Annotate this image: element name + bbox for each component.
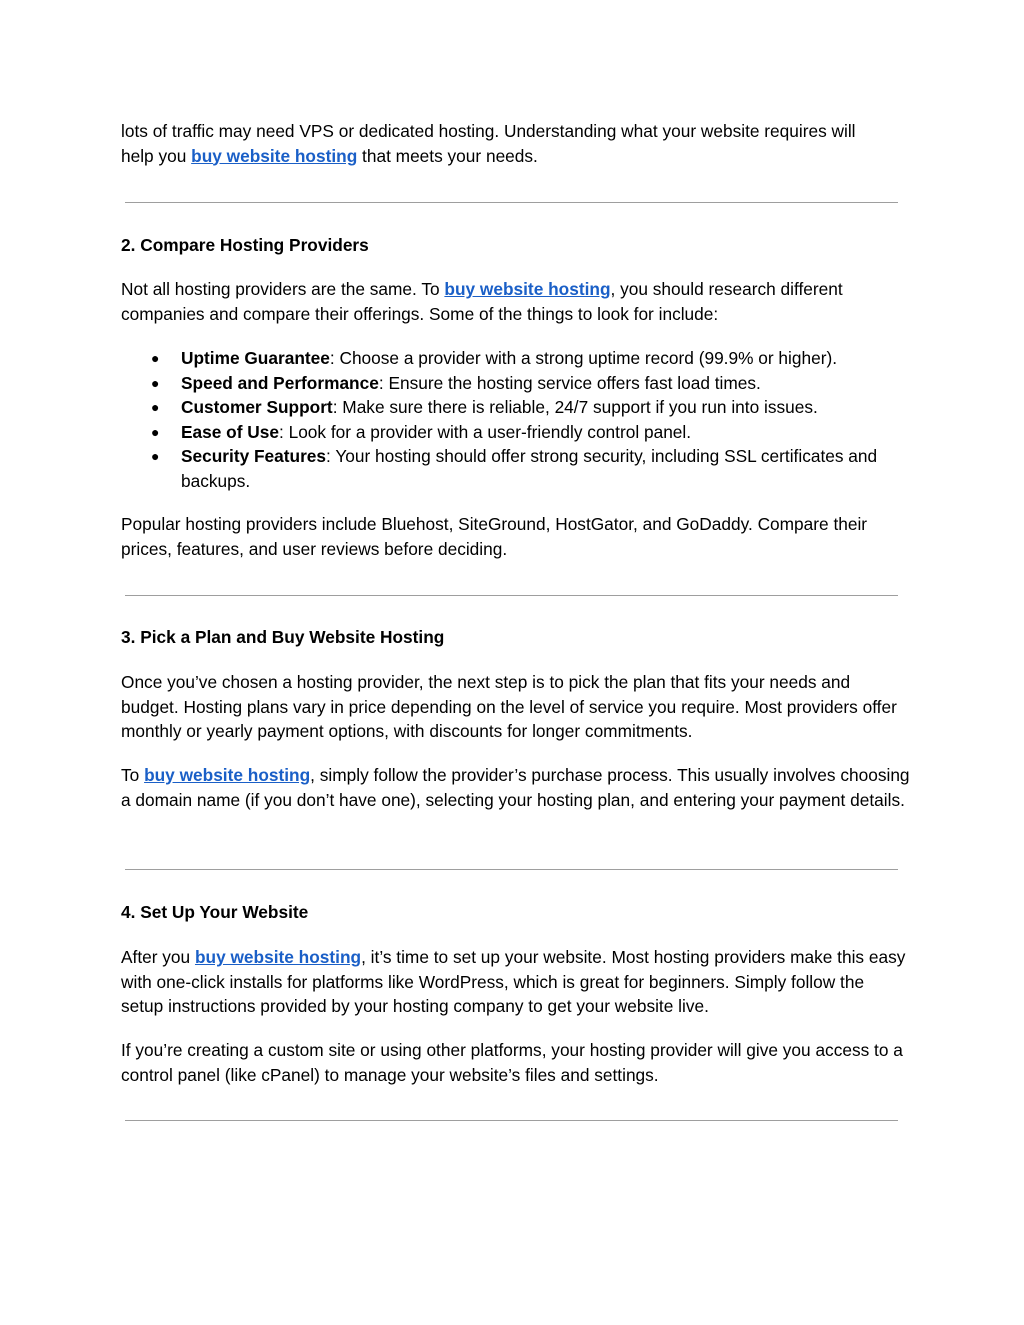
horizontal-rule xyxy=(125,595,898,596)
section4-paragraph-2: If you’re creating a custom site or using other platforms, your hosting provider will give you access to a control panel (like cPanel) to manage your website’s files and settings. xyxy=(121,1040,903,1085)
section-heading: 3. Pick a Plan and Buy Website Hosting xyxy=(121,627,445,647)
section4-paragraph-1 xyxy=(121,945,911,1019)
list-item-term: Uptime Guarantee xyxy=(181,348,330,368)
list-item xyxy=(121,420,911,445)
bullet-icon: ● xyxy=(151,448,160,464)
horizontal-rule xyxy=(125,1120,898,1121)
list-item-text: : Choose a provider with a strong uptime record (99.9% or higher). xyxy=(329,348,838,368)
features-list xyxy=(121,346,911,493)
bullet-icon: ● xyxy=(151,423,160,440)
section2-paragraph-1 xyxy=(121,277,911,326)
section3-paragraph-1: Once you’ve chosen a hosting provider, the next step is to pick the plan that fits your needs and budget. Hosting plans vary in price depending on the level of service you require. Most providers offer monthly or yearly payment options, with discounts for longer commitments. xyxy=(121,672,897,741)
list-item-term: Customer Support xyxy=(181,397,333,417)
buy-website-hosting-link[interactable]: buy website hosting xyxy=(194,947,362,967)
list-item xyxy=(121,371,911,396)
intro-text-after: that meets your needs. xyxy=(357,145,538,166)
text-after-link: , it’s time to set up your website. Most hosting providers make this easy with one-click installs for platforms like WordPress, which is great for beginners. Simply follow the setup instructions provided by your hosting company to get your website live. xyxy=(121,947,906,1016)
list-item-term: Ease of Use xyxy=(181,421,279,442)
section2-paragraph-2: Popular hosting providers include Bluehost, SiteGround, HostGator, and GoDaddy. Compare their prices, features, and user reviews before deciding. xyxy=(121,514,868,559)
list-item-text: : Make sure there is reliable, 24/7 support if you run into issues. xyxy=(332,397,818,417)
list-item xyxy=(121,346,911,371)
horizontal-rule xyxy=(125,869,898,870)
section-heading: 2. Compare Hosting Providers xyxy=(121,235,369,255)
intro-line1: lots of traffic may need VPS or dedicated hosting. Understanding what your website requires will xyxy=(121,121,856,141)
list-item-term: Security Features xyxy=(181,446,327,466)
horizontal-rule xyxy=(125,202,898,203)
text-after-link: , simply follow the provider’s purchase process. This usually involves choosing a domain name (if you don’t have one), selecting your hosting plan, and entering your payment details. xyxy=(121,765,910,810)
list-item-text: : Your hosting should offer strong security, including SSL certificates and backups. xyxy=(181,446,878,491)
list-item-text: : Ensure the hosting service offers fast load times. xyxy=(378,372,761,393)
list-item-text: : Look for a provider with a user-friendly control panel. xyxy=(278,421,692,442)
text-before-link: Not all hosting providers are the same. To xyxy=(121,279,445,299)
buy-website-hosting-link[interactable]: buy website hosting xyxy=(444,279,611,299)
bullet-icon: ● xyxy=(151,350,160,366)
buy-website-hosting-link[interactable]: buy website hosting xyxy=(144,765,311,785)
list-item xyxy=(121,395,911,420)
intro-text-before: help you xyxy=(121,145,192,166)
bullet-icon: ● xyxy=(151,399,160,415)
text-before-link: After you xyxy=(121,947,195,967)
bullet-icon: ● xyxy=(151,374,160,391)
list-item xyxy=(121,444,911,493)
section-heading: 4. Set Up Your Website xyxy=(121,902,309,922)
intro-paragraph xyxy=(121,119,911,168)
section3-paragraph-2 xyxy=(121,763,911,812)
list-item-term: Speed and Performance xyxy=(181,372,379,393)
text-after-link: , you should research different companies and compare their offerings. Some of the things to look for include: xyxy=(121,279,843,324)
buy-website-hosting-link[interactable]: buy website hosting xyxy=(191,145,358,166)
text-before-link: To xyxy=(121,765,145,785)
